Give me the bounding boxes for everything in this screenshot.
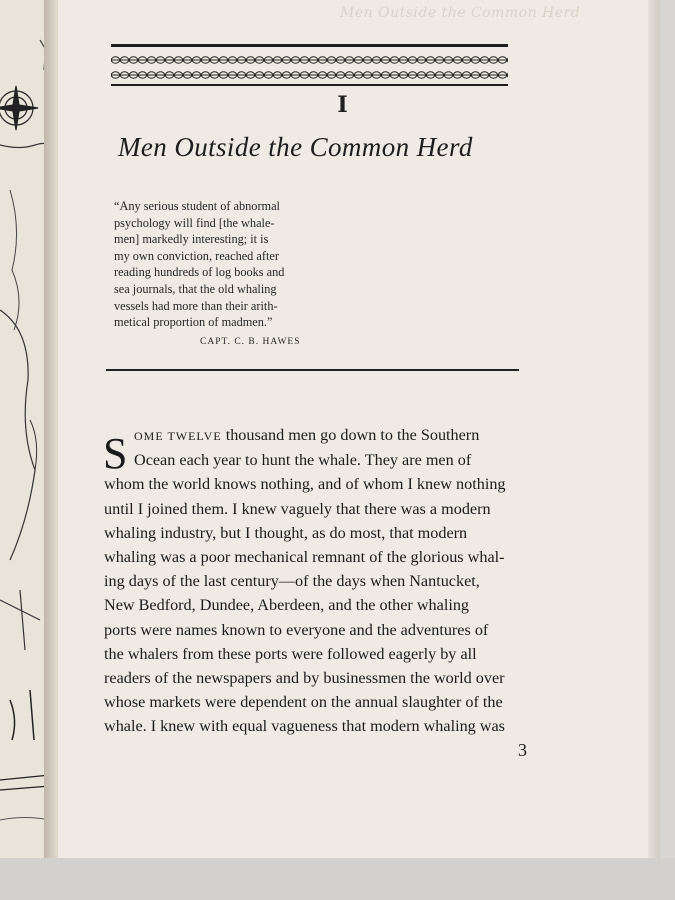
body-line: until I joined them. I knew vaguely that there was a modern [104, 499, 491, 518]
table-surface [0, 858, 675, 900]
body-line: whale. I knew with equal vagueness that modern whaling was [104, 717, 505, 736]
header-chain-ornament-bottom [111, 69, 508, 81]
chapter-number: I [337, 92, 348, 118]
body-line: whaling industry, but I thought, as do most, that modern [104, 523, 468, 542]
page-number: 3 [518, 740, 527, 760]
epigraph [114, 198, 319, 331]
header-rule-bottom [111, 84, 508, 86]
body-line: Ocean each year to hunt the whale. They are men of [134, 451, 472, 470]
epigraph-line: my own conviction, reached after [114, 248, 279, 263]
body-line: whom the world knows nothing, and of whom I knew nothing [104, 475, 506, 494]
epigraph-line: sea journals, that the old whaling [114, 281, 277, 296]
body-line: whose markets were dependent on the annual slaughter of the [104, 693, 503, 712]
epigraph-line: vessels had more than their arith- [114, 298, 278, 313]
body-line: New Bedford, Dundee, Aberdeen, and the other whaling [104, 596, 470, 615]
epigraph-attribution: CAPT. C. B. HAWES [200, 337, 301, 347]
header-rule-top [111, 44, 508, 47]
epigraph-line: psychology will find [the whale- [114, 215, 275, 230]
epigraph-line: men] markedly interesting; it is [114, 232, 269, 247]
header-chain-ornament-top [111, 54, 508, 66]
body-line: ports were names known to everyone and the adventures of [104, 620, 489, 639]
chapter-title: Men Outside the Common Herd [118, 132, 473, 162]
page-edge [648, 0, 660, 864]
epigraph-line: metical proportion of madmen.” [114, 315, 273, 330]
body-line: whaling was a poor mechanical remnant of the glorious whal- [104, 548, 505, 567]
body-line: OME TWELVE thousand men go down to the Southern [134, 426, 480, 444]
body-text [104, 423, 524, 739]
bleed-through-header: Men Outside the Common Herd [340, 5, 581, 21]
section-divider [106, 369, 519, 371]
body-line: the whalers from these ports were followed eagerly by all [104, 644, 477, 663]
body-line: ing days of the last century—of the days when Nantucket, [104, 572, 480, 591]
epigraph-line: “Any serious student of abnormal [114, 199, 280, 213]
drop-cap: S [103, 429, 128, 478]
epigraph-line: reading hundreds of log books and [114, 265, 285, 280]
body-line: readers of the newspapers and by businessmen the world over [104, 669, 505, 688]
